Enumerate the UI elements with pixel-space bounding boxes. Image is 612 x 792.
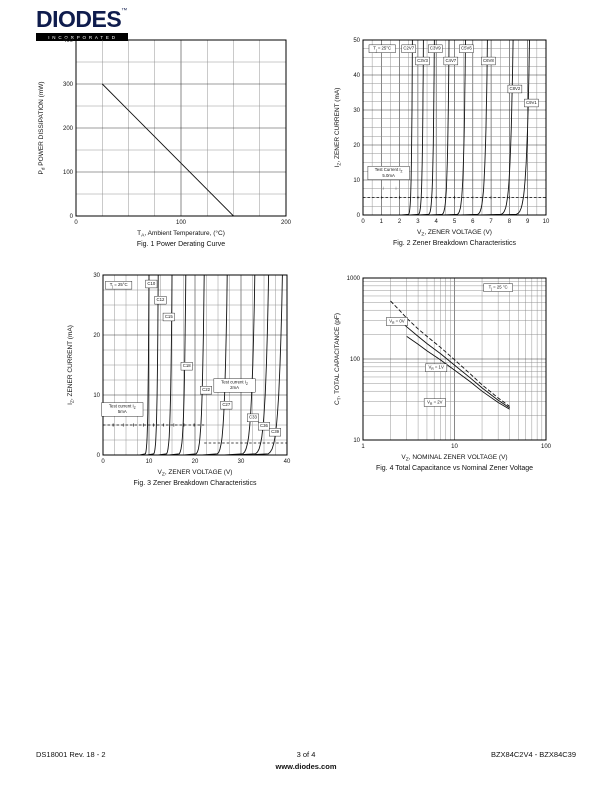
svg-text:C8V2: C8V2	[509, 85, 521, 91]
fig4-capacitance-chart	[330, 270, 554, 464]
svg-text:30: 30	[93, 273, 100, 279]
figure-1	[30, 34, 294, 248]
diodes-website-link[interactable]: www.diodes.com	[275, 762, 337, 771]
svg-text:400: 400	[62, 38, 73, 44]
svg-text:40: 40	[283, 459, 291, 465]
svg-text:10: 10	[542, 219, 550, 225]
svg-text:6: 6	[471, 219, 475, 225]
page-number: 3 of 4	[296, 750, 316, 759]
svg-text:C15: C15	[164, 313, 173, 319]
fig2-caption: Fig. 2 Zener Breakdown Characteristics	[393, 240, 516, 247]
svg-text:C18: C18	[182, 363, 191, 369]
svg-text:7: 7	[489, 219, 493, 225]
svg-text:CT​, TOTAL CAPACITANCE (pF): $C_T$, TOTAL CAPACITANCE (pF)	[334, 312, 343, 406]
svg-text:10: 10	[145, 459, 153, 465]
svg-text:IZ​, ZENER CURRENT (mA): $I_Z$, ZENER CURRENT (mA)	[67, 325, 76, 405]
part-number-range: BZX84C2V4 - BZX84C39	[490, 750, 576, 759]
diodes-logo-wordmark: DIODES	[36, 6, 122, 32]
svg-text:100: 100	[540, 444, 552, 450]
svg-text:30: 30	[353, 108, 360, 114]
svg-text:Tj​ = 25 °C: $T_j = 25$ °C	[488, 284, 508, 292]
svg-text:0: 0	[69, 214, 73, 220]
svg-text:200: 200	[62, 126, 73, 132]
trademark-symbol: ™	[121, 8, 128, 14]
svg-text:3: 3	[416, 219, 420, 225]
svg-text:50: 50	[353, 38, 360, 44]
svg-text:40: 40	[353, 73, 360, 79]
svg-text:VR​ = 0V: $V_R = 0V$	[389, 318, 405, 326]
svg-text:IZ​, ZENER CURRENT (mA): $I_Z$, ZENER CURRENT (mA)	[334, 87, 343, 168]
svg-text:20: 20	[353, 143, 360, 149]
svg-text:2mA: 2mA	[230, 385, 239, 391]
svg-text:TA​, Ambient Temperature, (°C): $T_A$, Ambient Temperature, (°C)	[137, 230, 225, 239]
svg-text:30: 30	[237, 459, 245, 465]
svg-text:C39: C39	[271, 429, 279, 435]
svg-text:20: 20	[93, 333, 100, 339]
svg-text:100: 100	[349, 357, 360, 363]
svg-text:9: 9	[526, 219, 530, 225]
svg-text:C6V8: C6V8	[482, 57, 494, 63]
figure-2	[330, 34, 554, 247]
svg-text:VZ​, NOMINAL ZENER VOLTAGE (V): $V_Z$, NOMINAL ZENER VOLTAGE (V)	[401, 454, 508, 463]
svg-text:Test current IZ​: Test current $I_Z$	[221, 379, 248, 386]
fig1-caption: Fig. 1 Power Derating Curve	[136, 241, 226, 248]
svg-text:1000: 1000	[346, 276, 360, 282]
svg-text:5.0mA: 5.0mA	[382, 172, 395, 178]
svg-text:300: 300	[62, 82, 73, 88]
svg-text:C9V1: C9V1	[525, 99, 537, 105]
diodes-logo-incorporated-bar: INCORPORATED	[36, 33, 128, 41]
svg-text:↓: ↓	[381, 185, 385, 192]
fig2-zener-breakdown-chart	[330, 34, 554, 239]
fig1-power-derating-chart	[30, 34, 294, 240]
svg-text:10: 10	[353, 438, 360, 444]
svg-text:C4V7: C4V7	[445, 57, 457, 63]
doc-reference: DS18001 Rev. 18 - 2	[36, 750, 106, 759]
svg-text:C22: C22	[202, 387, 210, 393]
svg-text:Pd​ POWER DISSIPATION (mW): $P_d$ POWER DISSIPATION (mW)	[38, 81, 47, 175]
svg-text:100: 100	[62, 170, 73, 176]
svg-text:2: 2	[397, 219, 402, 225]
figure-3	[59, 271, 295, 487]
fig3-caption: Fig. 3 Zener Breakdown Characteristics	[133, 480, 257, 487]
svg-text:C3V9: C3V9	[429, 45, 441, 51]
svg-text:20: 20	[191, 459, 199, 465]
svg-text:5mA: 5mA	[117, 409, 127, 415]
svg-text:VZ​, ZENER VOLTAGE (V): $V_Z$, ZENER VOLTAGE (V)	[417, 229, 492, 238]
svg-text:0: 0	[361, 219, 365, 225]
svg-text:0: 0	[356, 213, 360, 219]
svg-text:VR​ = 2V: $V_R = 2V$	[427, 399, 443, 407]
svg-text:100: 100	[175, 220, 187, 226]
svg-text:10: 10	[353, 178, 360, 184]
svg-text:Tj​ = 25°C: $T_j = 25^\circ C$	[109, 282, 128, 289]
svg-text:C33: C33	[249, 414, 257, 420]
svg-text:↓: ↓	[394, 185, 398, 192]
svg-text:Test current IZ​: Test current $I_Z$	[108, 403, 136, 410]
svg-text:VZ​, ZENER VOLTAGE (V): $V_Z$, ZENER VOLTAGE (V)	[157, 469, 233, 478]
svg-text:0: 0	[96, 453, 100, 459]
fig3-zener-breakdown-chart	[59, 271, 295, 479]
svg-text:10: 10	[93, 393, 100, 399]
svg-text:0: 0	[101, 459, 105, 465]
svg-text:4: 4	[434, 219, 438, 225]
svg-text:C2V7: C2V7	[403, 45, 415, 51]
svg-text:C5V6: C5V6	[461, 45, 472, 51]
svg-text:C27: C27	[222, 402, 231, 408]
figure-4	[330, 270, 554, 472]
svg-text:1: 1	[379, 219, 383, 225]
svg-text:0: 0	[74, 220, 78, 226]
svg-text:Test Current IZ​: Test Current $I_Z$	[374, 167, 403, 174]
svg-text:Tj​ = 25°C: $T_j = 25^\circ C$	[373, 45, 392, 53]
svg-text:8: 8	[507, 219, 512, 225]
svg-text:10: 10	[451, 444, 458, 450]
svg-text:1: 1	[361, 444, 365, 450]
svg-text:C3V3: C3V3	[417, 57, 428, 63]
svg-text:5: 5	[452, 219, 457, 225]
fig4-caption: Fig. 4 Total Capacitance vs Nominal Zener Voltage	[375, 465, 534, 472]
svg-text:C12: C12	[156, 297, 165, 303]
svg-text:C36: C36	[260, 423, 268, 429]
svg-text:VR​ = 1V: $V_R = 1V$	[428, 364, 444, 372]
svg-text:C10: C10	[147, 280, 156, 286]
svg-text:200: 200	[280, 220, 292, 226]
